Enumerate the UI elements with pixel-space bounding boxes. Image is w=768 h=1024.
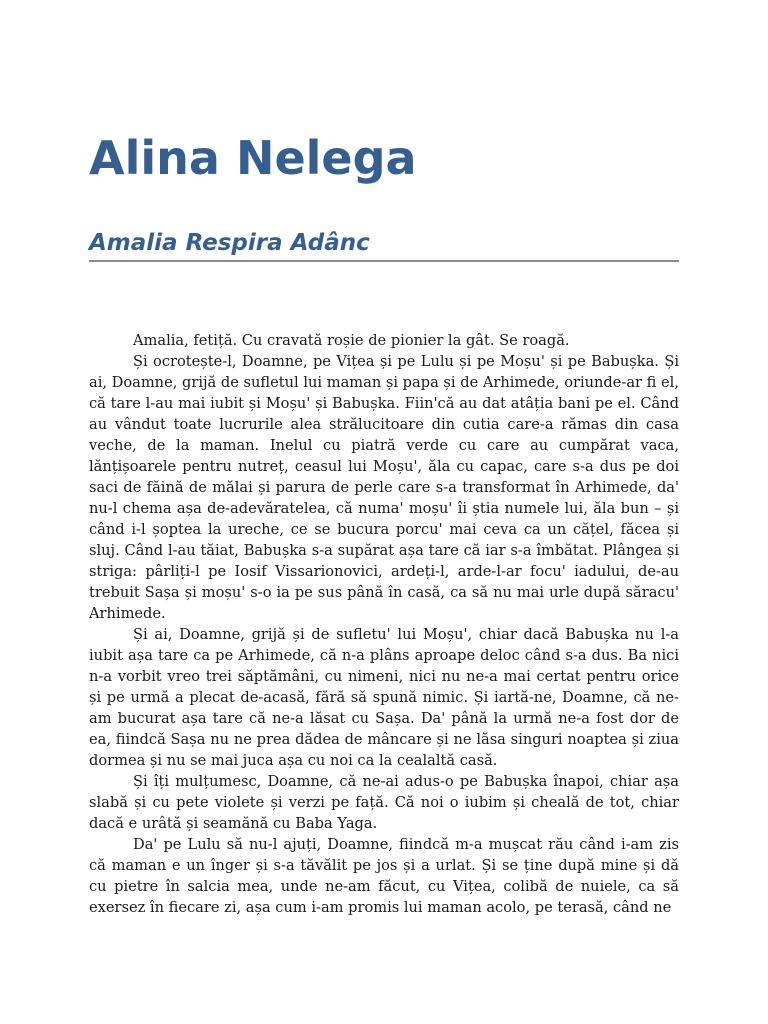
paragraph: Da' pe Lulu să nu-l ajuți, Doamne, fiindcă m-a mușcat rău când i-am zis că maman e un înger și s-a tăvălit pe jos și a urlat. Și se ține după mine și dă cu pietre în salcia mea, unde ne-am făcut, cu Vițea, colibă de nuiele, ca să exersez în fiecare zi, așa cum i-am promis lui maman acolo, pe terasă, când ne <box>89 836 679 916</box>
author-name: Alina Nelega <box>89 131 417 185</box>
title-divider <box>89 260 679 262</box>
body-text <box>89 330 679 918</box>
paragraph: Amalia, fetiță. Cu cravată roșie de pionier la gât. Se roagă. <box>133 332 570 349</box>
paragraph: Și ocrotește-l, Doamne, pe Vițea și pe Lulu și pe Moșu' și pe Babușka. Și ai, Doamne, grijă de sufletul lui maman și papa și de Arhimede, oriunde-ar fi el, că tare l-au mai iubit și Moșu' și Babușka. Fiin'că au dat atâția bani pe el. Când au vândut toate lucrurile alea strălucitoare din cutia care-a rămas din casa veche, de la maman. Inelul cu piatră verde cu care au cumpărat vaca, lănțișoarele pentru nutreț, ceasul lui Moșu', ăla cu capac, care s-a dus pe doi saci de făină de mălai și parura de perle care s-a transformat în Arhimede, da' nu-l chema așa de-adevăratelea, că numa' moșu' îi știa numele lui, ăla bun – și când i-l șoptea la ureche, ce se bucura porcu' mai ceva ca un cățel, făcea și sluj. Când l-au tăiat, Babușka s-a supărat așa tare că iar s-a îmbătat. Plângea și striga: pârliți-l pe Iosif Vissarionovici, ardeți-l, arde-l-ar focu' iadului, de-au trebuit Sașa și moșu' s-o ia pe sus până în casă, ca să nu mai urle după săracu' Arhimede. <box>89 353 679 622</box>
paragraph: Și ai, Doamne, grijă și de sufletu' lui Moșu', chiar dacă Babușka nu l-a iubit așa tare ca pe Arhimede, că n-a plâns aproape deloc când s-a dus. Ba nici n-a vorbit vreo trei săptămâni, cu nimeni, nici nu ne-a mai certat pentru orice și pe urmă a plecat de-acasă, fără să spună nimic. Și iartă-ne, Doamne, că ne-am bucurat așa tare că ne-a lăsat cu Sașa. Da' până la urmă ne-a fost dor de ea, fiindcă Sașa nu ne prea dădea de mâncare și ne lăsa singuri noaptea și ziua dormea și nu se mai juca așa cu noi ca la cealaltă casă. <box>89 626 679 769</box>
paragraph: Și îți mulțumesc, Doamne, că ne-ai adus-o pe Babușka înapoi, chiar așa slabă și cu pete violete și verzi pe față. Că noi o iubim și cheală de tot, chiar dacă e urâtă și seamănă cu Baba Yaga. <box>89 773 679 832</box>
book-title: Amalia Respira Adânc <box>89 230 370 256</box>
